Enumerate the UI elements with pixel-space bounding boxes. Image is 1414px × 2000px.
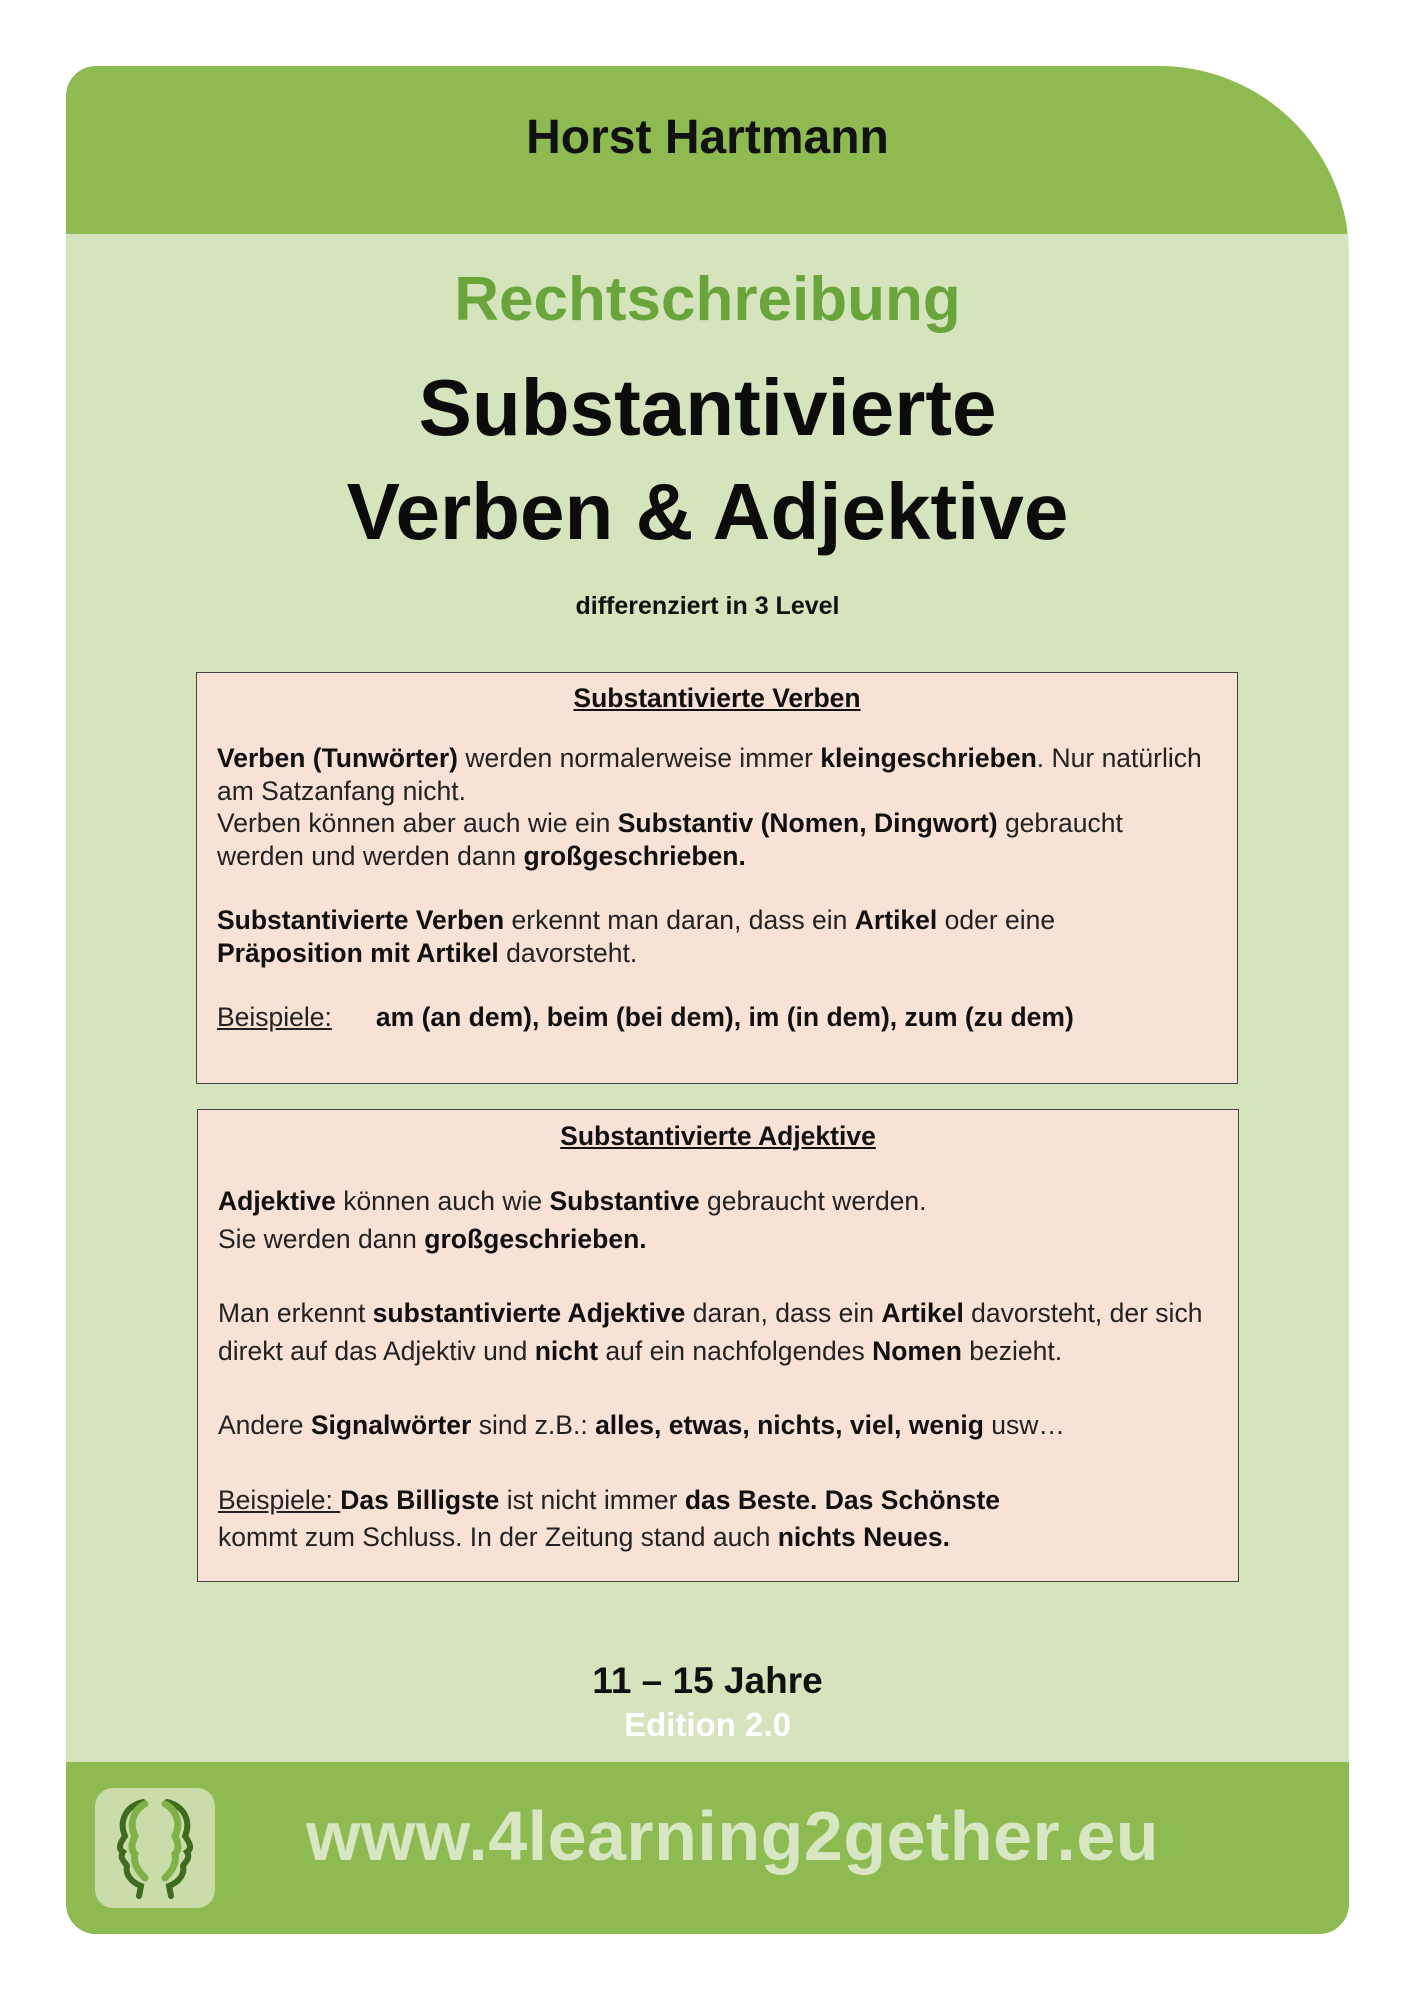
bold-text: großgeschrieben. [424, 1223, 647, 1254]
bold-text: Substantiv (Nomen, Dingwort) [617, 808, 998, 838]
bold-text: Substantive [549, 1186, 700, 1216]
text: werden normalerweise immer [457, 743, 821, 773]
title-line-1: Substantivierte [418, 363, 997, 452]
two-faces-logo-icon [95, 1788, 215, 1908]
bold-text: nichts Neues. [777, 1522, 951, 1552]
info-box-adjectives [197, 1109, 1239, 1582]
verbs-examples [217, 1001, 1217, 1034]
edition-label: Edition 2.0 [624, 1706, 791, 1743]
box-title-adjectives: Substantivierte Adjektive [560, 1121, 876, 1151]
bold-text: großgeschrieben. [523, 840, 746, 871]
bold-text: Artikel [881, 1298, 964, 1328]
age-range: 11 – 15 Jahre [592, 1660, 823, 1701]
bold-text: Adjektive [218, 1186, 336, 1216]
bold-text: das Beste. Das Schönste [684, 1484, 1001, 1515]
website-link[interactable]: www.4learning2gether.eu [306, 1797, 1160, 1875]
levels-note: differenziert in 3 Level [575, 592, 840, 620]
bold-text: Das Billigste [340, 1484, 500, 1515]
info-box-verbs [196, 672, 1238, 1084]
text: Man erkennt [218, 1298, 373, 1328]
subject-label: Rechtschreibung [454, 265, 961, 334]
text: sind z.B.: [471, 1410, 596, 1440]
bold-text: Nomen [872, 1335, 962, 1366]
text: davorsteht. [498, 937, 638, 968]
text: . Nur natürlich am Satzanfang nicht. [217, 743, 1202, 806]
text: Sie werden dann [218, 1223, 425, 1254]
text: bezieht. [961, 1335, 1063, 1366]
bold-text: alles, etwas, nichts, viel, wenig [595, 1410, 984, 1440]
text: können auch wie [335, 1186, 550, 1216]
bold-text: Substantivierte Verben [217, 905, 505, 935]
text: Verben können aber auch wie ein [217, 808, 618, 838]
verbs-paragraph-2 [217, 904, 1217, 969]
text: davorsteht, der sich direkt auf das Adjektiv und [218, 1298, 1203, 1366]
text: usw… [983, 1410, 1065, 1440]
box-title-verbs: Substantivierte Verben [573, 683, 861, 713]
text: Andere [218, 1410, 311, 1440]
text: daran, dass ein [685, 1298, 882, 1328]
verbs-paragraph-1 [217, 742, 1217, 872]
adjectives-paragraph-1 [218, 1183, 1218, 1258]
bold-text: nicht [534, 1335, 599, 1366]
header-band [66, 66, 1349, 234]
page-title [66, 356, 1349, 564]
adjectives-paragraph-3 [218, 1407, 1218, 1445]
adjectives-paragraph-2 [218, 1295, 1218, 1370]
bold-text: Artikel [854, 905, 938, 935]
text: erkennt man daran, dass ein [504, 905, 855, 935]
bold-text: Präposition mit Artikel [217, 937, 499, 968]
text: ist nicht immer [499, 1484, 685, 1515]
text: gebraucht werden. [699, 1186, 927, 1216]
footer-band [66, 1762, 1349, 1934]
adjectives-examples [218, 1482, 1218, 1557]
bold-text: substantivierte Adjektive [372, 1298, 686, 1328]
text: kommt zum Schluss. In der Zeitung stand auch [218, 1522, 778, 1552]
text: gebraucht werden und werden dann [217, 808, 1123, 871]
examples-label: Beispiele: [218, 1484, 341, 1515]
cover-page [66, 66, 1349, 1934]
bold-text: Signalwörter [310, 1410, 472, 1440]
text: oder eine [937, 905, 1056, 935]
title-line-2: Verben & Adjektive [346, 467, 1069, 556]
author-name: Horst Hartmann [526, 111, 889, 164]
text: auf ein nachfolgendes [598, 1335, 873, 1366]
bold-text: kleingeschrieben [820, 743, 1037, 773]
bold-text: Verben (Tunwörter) [217, 743, 458, 773]
examples-label: Beispiele: [217, 1002, 332, 1032]
examples-text: am (an dem), beim (bei dem), im (in dem), zum (zu dem) [375, 1002, 1074, 1032]
